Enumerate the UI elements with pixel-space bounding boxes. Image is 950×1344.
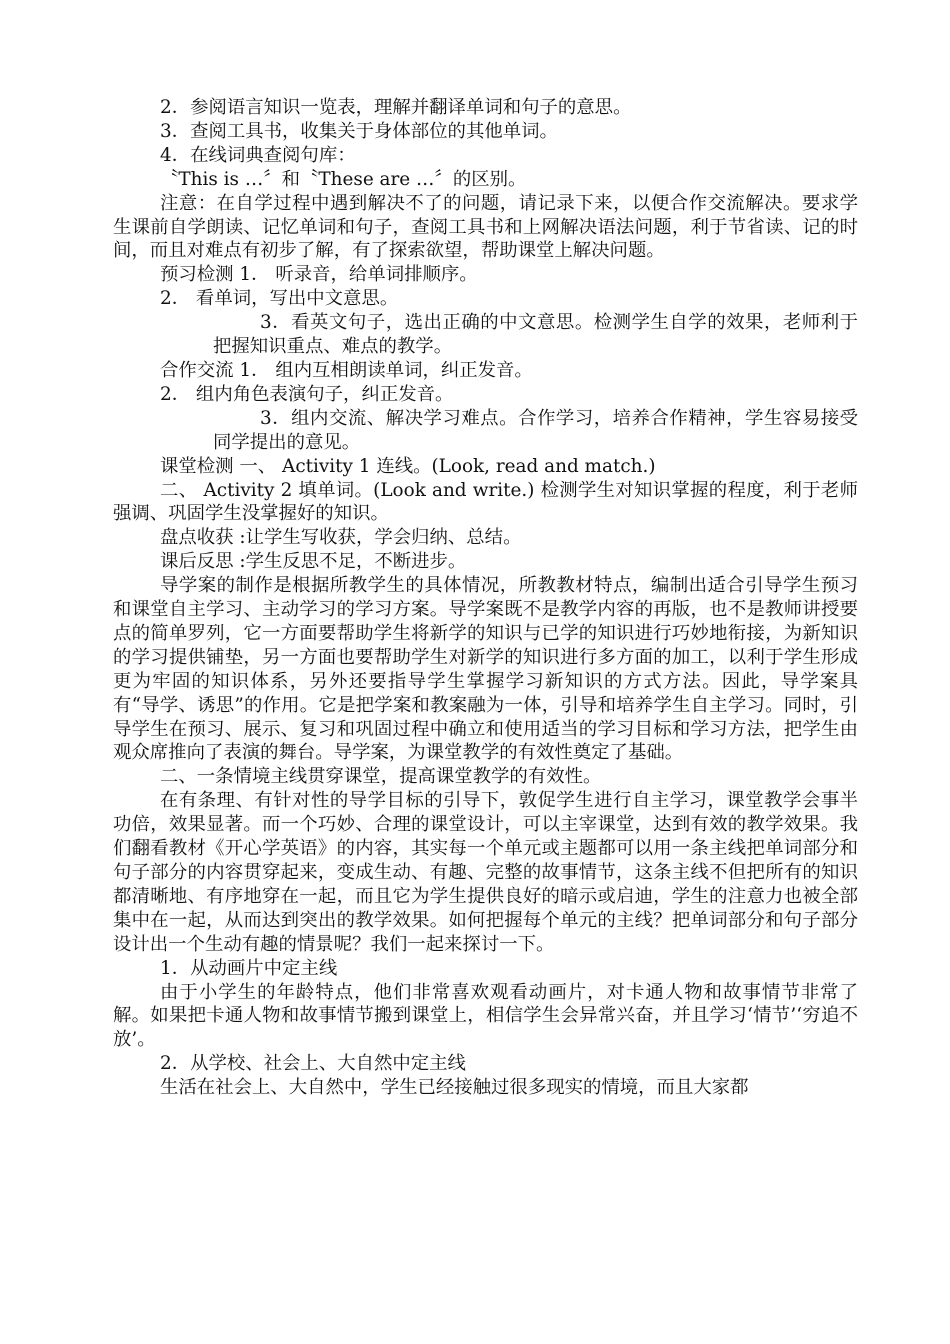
paragraph: 由于小学生的年龄特点，他们非常喜欢观看动画片，对卡通人物和故事情节非常了解。如果把卡通人物和故事情节搬到课堂上，相信学生会异常兴奋，并且学习‘情节’‘穷追不放’。 [113,981,858,1051]
section-heading: 二、一条情境主线贯穿课堂，提高课堂教学的有效性。 [160,766,602,788]
document-body [113,96,858,1100]
paragraph: 课堂检测 一、 Activity 1 连线。(Look, read and match.) [160,455,656,477]
paragraph: 3．组内交流、解决学习难点。合作学习，培养合作精神，学生容易接受同学提出的意见。 [213,407,858,453]
paragraph: 2． 看单词，写出中文意思。 [160,288,399,310]
subsection-heading: 2．从学校、社会上、大自然中定主线 [160,1053,466,1075]
paragraph: 〝This is …〞和〝These are …〞的区别。 [160,168,527,190]
paragraph: 在有条理、有针对性的导学目标的引导下，敦促学生进行自主学习，课堂教学会事半功倍，效果显著。而一个巧妙、合理的课堂设计，可以主宰课堂，达到有效的教学效果。我们翻看教材《开心学英语》的内容，其实每一个单元或主题都可以用一条主线把单词部分和句子部分的内容贯穿起来，变成生动、有趣、完整的故事情节，这条主线不但把所有的知识都清晰地、有序地穿在一起，而且它为学生提供良好的暗示或启迪，学生的注意力也被全部集中在一起，从而达到突出的教学效果。如何把握每个单元的主线？把单词部分和句子部分设计出一个生动有趣的情景呢？我们一起来探讨一下。 [113,790,858,955]
paragraph: 2． 组内角色表演句子，纠正发音。 [160,383,454,405]
subsection-heading: 1．从动画片中定主线 [160,957,338,979]
paragraph: 课后反思 :学生反思不足，不断进步。 [160,551,467,573]
paragraph: 注意：在自学过程中遇到解决不了的问题，请记录下来，以便合作交流解决。要求学生课前自学朗读、记忆单词和句子，查阅工具书和上网解决语法问题，利于节省读、记的时间，而且对难点有初步了解，有了探索欲望，帮助课堂上解决问题。 [113,192,858,262]
paragraph: 二、 Activity 2 填单词。(Look and write.) 检测学生对知识掌握的程度，利于老师强调、巩固学生没掌握好的知识。 [113,479,858,525]
paragraph: 3．查阅工具书，收集关于身体部位的其他单词。 [160,120,558,142]
paragraph: 2．参阅语言知识一览表，理解并翻译单词和句子的意思。 [160,97,632,118]
paragraph: 预习检测 1． 听录音，给单词排顺序。 [160,264,478,286]
paragraph: 4．在线词典查阅句库： [160,144,356,166]
paragraph: 生活在社会上、大自然中，学生已经接触过很多现实的情境，而且大家都 [160,1077,749,1099]
paragraph: 盘点收获 :让学生写收获，学会归纳、总结。 [160,527,522,549]
paragraph: 导学案的制作是根据所教学生的具体情况，所教教材特点，编制出适合引导学生预习和课堂自主学习、主动学习的学习方案。导学案既不是教学内容的再版，也不是教师讲授要点的简单罗列，它一方面要帮助学生将新学的知识与已学的知识进行巧妙地衔接，为新知识的学习提供铺垫，另一方面也要帮助学生对新学的知识进行多方面的加工，以利于学生形成更为牢固的知识体系，另外还要指导学生掌握学习新知识的方式方法。因此，导学案具有“导学、诱思”的作用。它是把学案和教案融为一体，引导和培养学生自主学习。同时，引导学生在预习、展示、复习和巩固过程中确立和使用适当的学习目标和学习方法，把学生由观众席推向了表演的舞台。导学案，为课堂教学的有效性奠定了基础。 [113,575,858,764]
paragraph: 3．看英文句子，选出正确的中文意思。检测学生自学的效果，老师利于把握知识重点、难点的教学。 [213,312,858,358]
paragraph: 合作交流 1． 组内互相朗读单词，纠正发音。 [160,359,533,381]
